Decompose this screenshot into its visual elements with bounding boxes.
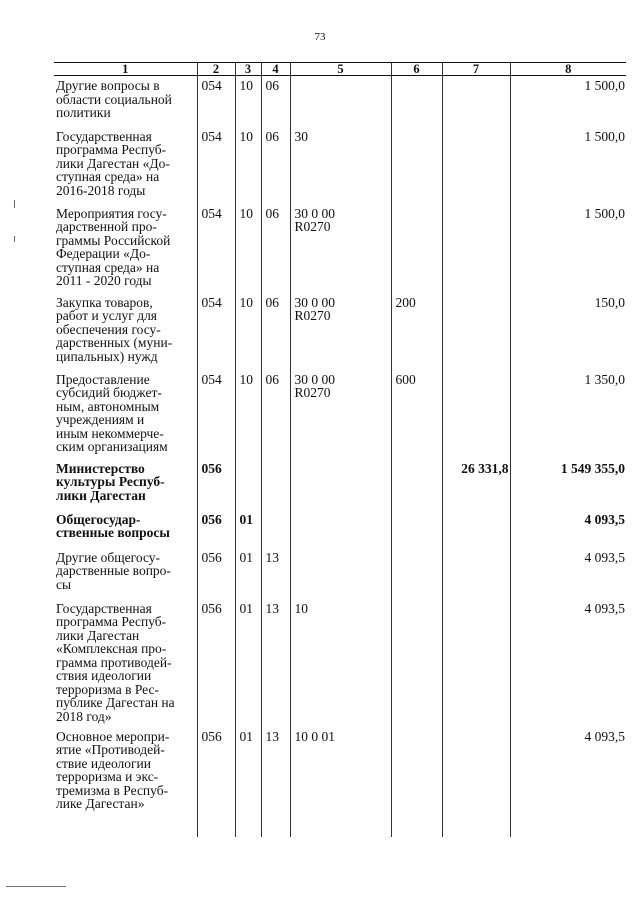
cell-col-5 [290, 599, 391, 727]
cell-col-5 [290, 204, 391, 293]
margin-mark [14, 200, 15, 208]
cell-col-8-text: 4 093,5 [584, 549, 625, 565]
row-name-cell [54, 727, 197, 837]
cell-col-8-text: 4 093,5 [584, 511, 625, 527]
cell-col-4-text: 13 [265, 728, 279, 744]
row-name-cell-text: Государственная программа Респуб- лики Дагестан «До- ступная среда» на 2016-2018 годы [56, 128, 170, 198]
cell-col-8-text: 1 500,0 [584, 205, 625, 221]
cell-col-5 [290, 293, 391, 370]
page-number: 73 [314, 31, 326, 43]
cell-col-2-text: 056 [201, 511, 222, 527]
cell-col-5-text: 10 [294, 600, 308, 616]
table-row [54, 599, 626, 727]
cell-col-6 [391, 548, 442, 599]
cell-col-6 [391, 510, 442, 548]
cell-col-3 [235, 204, 261, 293]
cell-col-4 [261, 548, 290, 599]
table-row [54, 127, 626, 204]
cell-col-7 [442, 293, 510, 370]
cell-col-8 [510, 459, 626, 510]
row-name-cell-text: Закупка товаров, работ и услуг для обеспечения госу- дарственных (муни- ципальных) нужд [56, 294, 173, 364]
cell-col-6 [391, 76, 442, 127]
cell-col-8-text: 150,0 [594, 294, 625, 310]
cell-col-4-text: 06 [265, 371, 279, 387]
column-header-2: 2 [197, 63, 235, 76]
cell-col-3-text: 10 [239, 205, 253, 221]
cell-col-2-text: 054 [201, 205, 222, 221]
table-row [54, 370, 626, 459]
cell-col-2 [197, 370, 235, 459]
cell-col-3 [235, 370, 261, 459]
cell-col-5-text: 30 0 00 R0270 [294, 371, 335, 400]
table-body [54, 76, 626, 837]
cell-col-4 [261, 727, 290, 837]
column-header-8: 8 [510, 63, 626, 76]
cell-col-4 [261, 370, 290, 459]
cell-col-3 [235, 459, 261, 510]
cell-col-3-text: 10 [239, 371, 253, 387]
cell-col-8 [510, 127, 626, 204]
column-header-6: 6 [391, 63, 442, 76]
cell-col-5 [290, 127, 391, 204]
cell-col-2 [197, 204, 235, 293]
cell-col-6 [391, 459, 442, 510]
row-name-cell [54, 548, 197, 599]
cell-col-8 [510, 204, 626, 293]
row-name-cell-text: Государственная программа Респуб- лики Дагестан «Комплексная про- грамма противодей- ствия идеологии терроризма в Рес- публике Дагестан на 2018 год» [56, 600, 175, 724]
cell-col-4 [261, 459, 290, 510]
row-name-cell-text: Другие вопросы в области социальной политики [56, 78, 172, 120]
cell-col-2 [197, 510, 235, 548]
row-name-cell [54, 599, 197, 727]
table-row [54, 510, 626, 548]
cell-col-2-text: 054 [201, 294, 222, 310]
cell-col-4-text: 13 [265, 549, 279, 565]
row-name-cell [54, 459, 197, 510]
cell-col-8 [510, 599, 626, 727]
header-row [54, 63, 626, 76]
cell-col-8 [510, 727, 626, 837]
cell-col-3-text: 01 [239, 728, 253, 744]
cell-col-6 [391, 204, 442, 293]
cell-col-2 [197, 599, 235, 727]
cell-col-2 [197, 548, 235, 599]
column-header-7: 7 [442, 63, 510, 76]
table-row [54, 727, 626, 837]
cell-col-3 [235, 293, 261, 370]
row-name-cell-text: Министерство культуры Респуб- лики Дагестан [56, 460, 165, 503]
cell-col-6-text: 200 [395, 294, 416, 310]
cell-col-5 [290, 727, 391, 837]
cell-col-4 [261, 76, 290, 127]
cell-col-4 [261, 127, 290, 204]
row-name-cell-text: Другие общегосу- дарственные вопро- сы [56, 549, 171, 592]
cell-col-5-text: 30 0 00 R0270 [294, 294, 335, 323]
cell-col-4 [261, 599, 290, 727]
row-name-cell [54, 204, 197, 293]
cell-col-3 [235, 76, 261, 127]
cell-col-2 [197, 727, 235, 837]
cell-col-5 [290, 370, 391, 459]
cell-col-8 [510, 510, 626, 548]
column-header-1: 1 [54, 63, 197, 76]
column-header-4: 4 [261, 63, 290, 76]
cell-col-4-text: 06 [265, 128, 279, 144]
row-name-cell [54, 127, 197, 204]
cell-col-4-text: 13 [265, 600, 279, 616]
cell-col-7 [442, 370, 510, 459]
cell-col-4 [261, 204, 290, 293]
cell-col-3-text: 01 [239, 549, 253, 565]
cell-col-2-text: 054 [201, 128, 222, 144]
cell-col-6 [391, 727, 442, 837]
cell-col-7 [442, 599, 510, 727]
cell-col-7 [442, 548, 510, 599]
cell-col-8 [510, 548, 626, 599]
cell-col-8-text: 1 350,0 [584, 371, 625, 387]
column-header-3: 3 [235, 63, 261, 76]
table-row [54, 293, 626, 370]
row-name-cell [54, 510, 197, 548]
cell-col-5-text: 30 [294, 128, 308, 144]
margin-mark [14, 236, 15, 242]
cell-col-7 [442, 727, 510, 837]
row-name-cell [54, 293, 197, 370]
cell-col-3-text: 10 [239, 78, 253, 93]
cell-col-8 [510, 370, 626, 459]
table-row [54, 548, 626, 599]
cell-col-5 [290, 510, 391, 548]
table-row [54, 76, 626, 127]
cell-col-3-text: 01 [239, 600, 253, 616]
cell-col-4 [261, 293, 290, 370]
cell-col-3-text: 01 [239, 511, 253, 527]
cell-col-7 [442, 76, 510, 127]
row-name-cell-text: Предоставление субсидий бюджет- ным, автономным учреждениям и иным некоммерче- ским организациям [56, 371, 168, 454]
cell-col-3 [235, 510, 261, 548]
table-row [54, 204, 626, 293]
scan-edge-line [6, 886, 66, 887]
cell-col-4 [261, 510, 290, 548]
cell-col-2-text: 054 [201, 78, 222, 93]
cell-col-7 [442, 204, 510, 293]
row-name-cell [54, 370, 197, 459]
cell-col-8 [510, 293, 626, 370]
cell-col-8-text: 1 500,0 [584, 78, 625, 93]
cell-col-3 [235, 127, 261, 204]
column-header-5: 5 [290, 63, 391, 76]
cell-col-7 [442, 510, 510, 548]
cell-col-3 [235, 599, 261, 727]
table-row [54, 459, 626, 510]
cell-col-2-text: 056 [201, 728, 222, 744]
row-name-cell-text: Основное меропри- ятие «Противодей- ствие идеологии терроризма и экс- тремизма в Респуб- лике Дагестан» [56, 728, 170, 811]
cell-col-2-text: 056 [201, 600, 222, 616]
cell-col-6 [391, 370, 442, 459]
row-name-cell [54, 76, 197, 127]
cell-col-3-text: 10 [239, 294, 253, 310]
cell-col-3 [235, 548, 261, 599]
cell-col-8-text: 4 093,5 [584, 728, 625, 744]
cell-col-2 [197, 127, 235, 204]
cell-col-7 [442, 127, 510, 204]
cell-col-6 [391, 293, 442, 370]
cell-col-2 [197, 459, 235, 510]
cell-col-5-text: 30 0 00 R0270 [294, 205, 335, 234]
cell-col-4-text: 06 [265, 205, 279, 221]
cell-col-3 [235, 727, 261, 837]
cell-col-3-text: 10 [239, 128, 253, 144]
cell-col-2-text: 056 [201, 460, 222, 476]
cell-col-6 [391, 127, 442, 204]
cell-col-5-text: 10 0 01 [294, 728, 335, 744]
budget-table [54, 62, 626, 837]
cell-col-7-text: 26 331,8 [461, 460, 509, 476]
cell-col-8-text: 1 500,0 [584, 128, 625, 144]
cell-col-6-text: 600 [395, 371, 416, 387]
cell-col-5 [290, 548, 391, 599]
cell-col-2-text: 056 [201, 549, 222, 565]
row-name-cell-text: Мероприятия госу- дарственной про- граммы Российской Федерации «До- ступная среда» на 2011 - 2020 годы [56, 205, 171, 288]
cell-col-6 [391, 599, 442, 727]
cell-col-4-text: 06 [265, 78, 279, 93]
row-name-cell-text: Общегосудар- ственные вопросы [56, 511, 170, 540]
cell-col-8 [510, 76, 626, 127]
cell-col-4-text: 06 [265, 294, 279, 310]
cell-col-5 [290, 76, 391, 127]
cell-col-7 [442, 459, 510, 510]
cell-col-2-text: 054 [201, 371, 222, 387]
cell-col-5 [290, 459, 391, 510]
cell-col-8-text: 4 093,5 [584, 600, 625, 616]
cell-col-2 [197, 76, 235, 127]
cell-col-2 [197, 293, 235, 370]
cell-col-8-text: 1 549 355,0 [560, 460, 625, 476]
